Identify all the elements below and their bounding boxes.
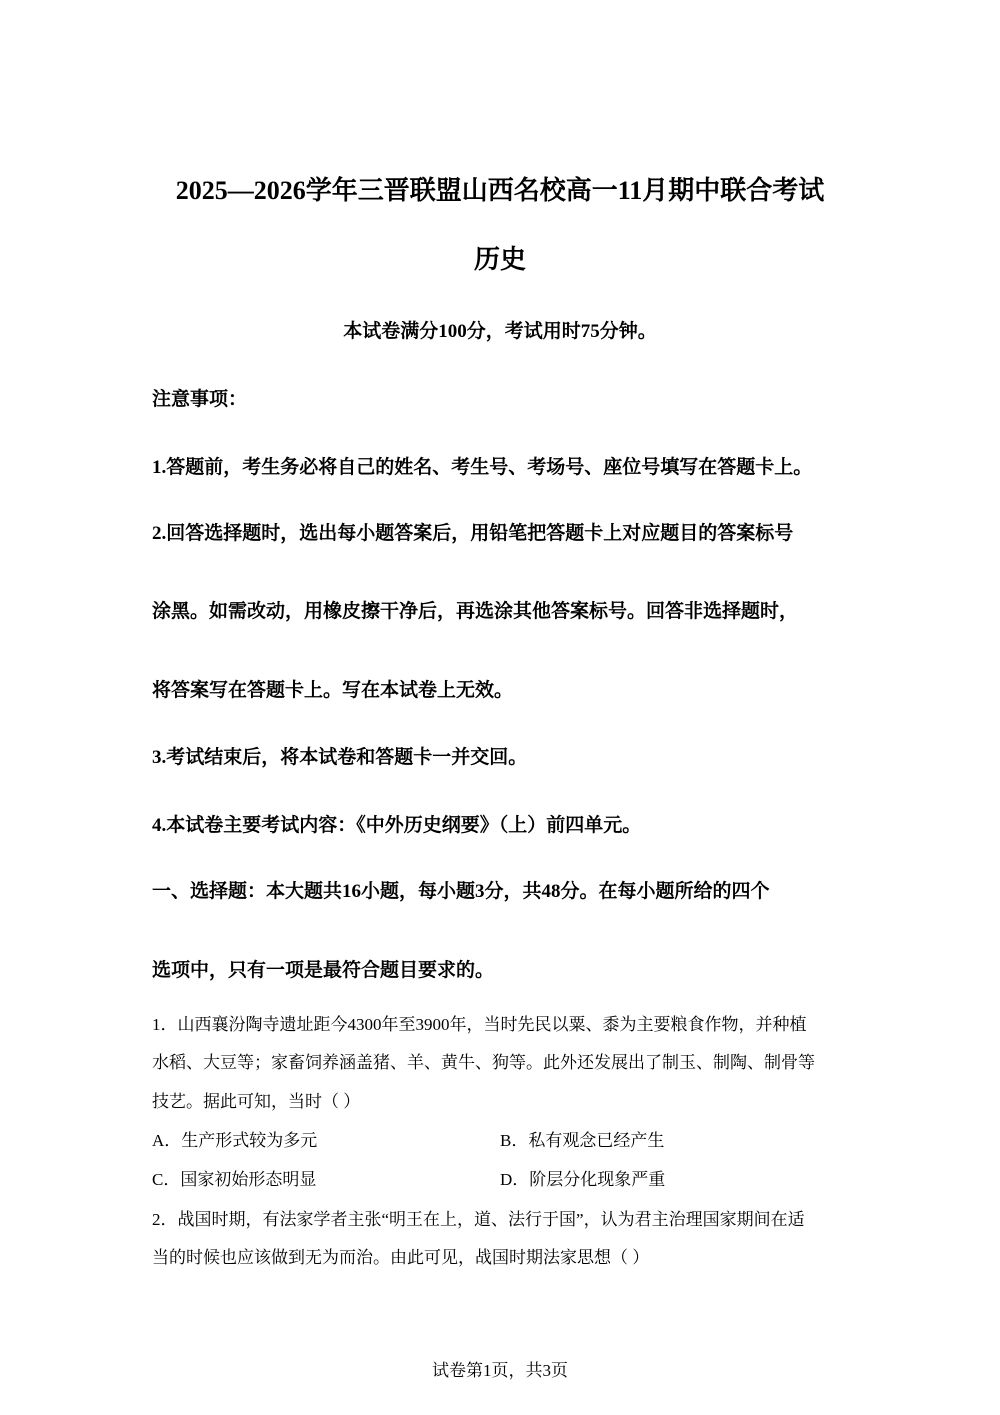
question-1-option-c: C．国家初始形态明显 [152,1170,317,1189]
notice-item-2-line-2: 涂黑。如需改动，用橡皮擦干净后，再选涂其他答案标号。回答非选择题时， [152,601,799,622]
question-2-line-2: 当的时候也应该做到无为而治。由此可见，战国时期法家思想（ ） [152,1248,650,1267]
question-1-option-a: A．生产形式较为多元 [152,1131,318,1150]
exam-title: 2025—2026学年三晋联盟山西名校高一11月期中联合考试 [175,176,825,205]
question-1-option-d: D．阶层分化现象严重 [500,1170,666,1189]
exam-info: 本试卷满分100分，考试用时75分钟。 [343,321,657,342]
question-2-line-1: 2．战国时期，有法家学者主张“明王在上，道、法行于国”，认为君主治理国家期间在适 [152,1210,805,1229]
subject-title: 历史 [473,245,526,274]
notice-heading: 注意事项： [152,389,248,410]
section-heading-line-1: 一、选择题：本大题共16小题，每小题3分，共48分。在每小题所给的四个 [152,881,770,902]
page-footer: 试卷第1页，共3页 [432,1361,568,1380]
question-1-line-1: 1．山西襄汾陶寺遗址距今4300年至3900年，当时先民以粟、黍为主要粮食作物，并种植 [152,1015,807,1034]
question-1-line-3: 技艺。据此可知，当时（ ） [152,1092,361,1111]
notice-item-4: 4.本试卷主要考试内容：《中外历史纲要》（上）前四单元。 [152,815,642,836]
notice-item-2-line-1: 2.回答选择题时，选出每小题答案后，用铅笔把答题卡上对应题目的答案标号 [152,523,794,544]
section-heading-line-2: 选项中，只有一项是最符合题目要求的。 [152,960,495,981]
question-1-line-2: 水稻、大豆等；家畜饲养涵盖猪、羊、黄牛、狗等。此外还发展出了制玉、制陶、制骨等 [152,1053,815,1072]
question-1-option-b: B．私有观念已经产生 [500,1131,665,1150]
notice-item-3: 3.考试结束后，将本试卷和答题卡一并交回。 [152,747,528,768]
notice-item-2-line-3: 将答案写在答题卡上。写在本试卷上无效。 [152,680,514,701]
notice-item-1: 1.答题前，考生务必将自己的姓名、考生号、考场号、座位号填写在答题卡上。 [152,457,813,478]
